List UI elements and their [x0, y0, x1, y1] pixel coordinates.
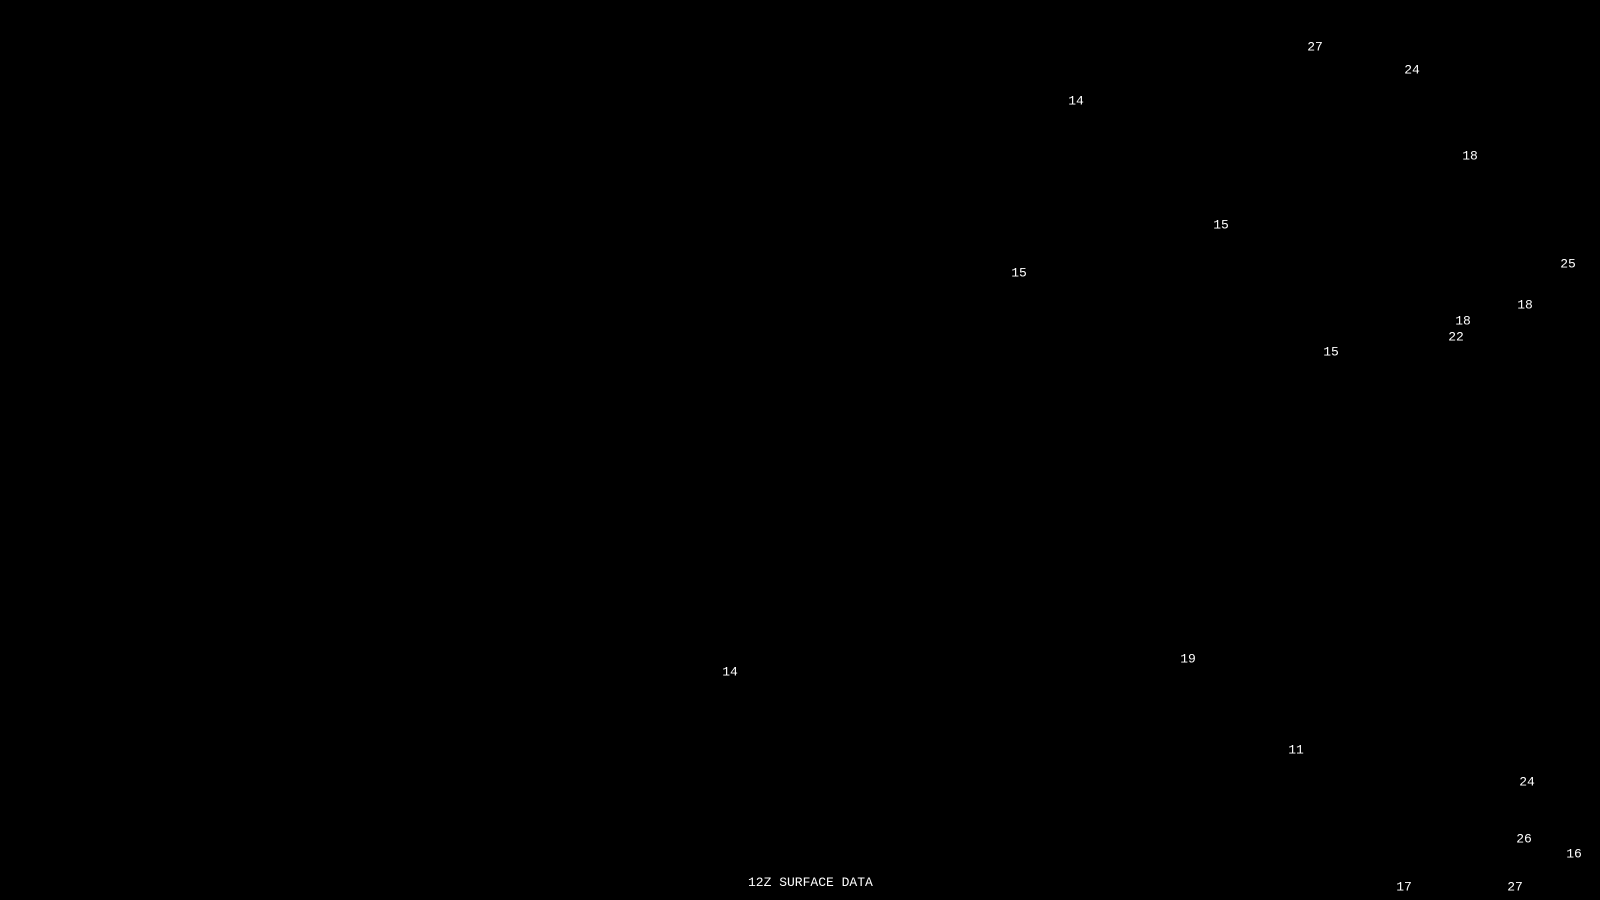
- map-caption: 12Z SURFACE DATA: [748, 875, 873, 890]
- station-value: 19: [1180, 651, 1196, 667]
- station-value: 27: [1307, 39, 1323, 55]
- station-value: 24: [1519, 774, 1535, 790]
- station-value: 15: [1011, 265, 1027, 281]
- station-value: 18: [1462, 148, 1478, 164]
- station-value: 15: [1323, 344, 1339, 360]
- station-value: 26: [1516, 831, 1532, 847]
- station-value: 27: [1507, 879, 1523, 895]
- station-value: 17: [1396, 879, 1412, 895]
- station-value: 14: [1068, 93, 1084, 109]
- station-value: 18: [1455, 313, 1471, 329]
- station-value: 24: [1404, 62, 1420, 78]
- station-value: 15: [1213, 217, 1229, 233]
- station-value: 22: [1448, 329, 1464, 345]
- station-value: 25: [1560, 256, 1576, 272]
- station-value: 14: [722, 664, 738, 680]
- station-value: 16: [1566, 846, 1582, 862]
- station-value: 11: [1288, 742, 1304, 758]
- station-value: 18: [1517, 297, 1533, 313]
